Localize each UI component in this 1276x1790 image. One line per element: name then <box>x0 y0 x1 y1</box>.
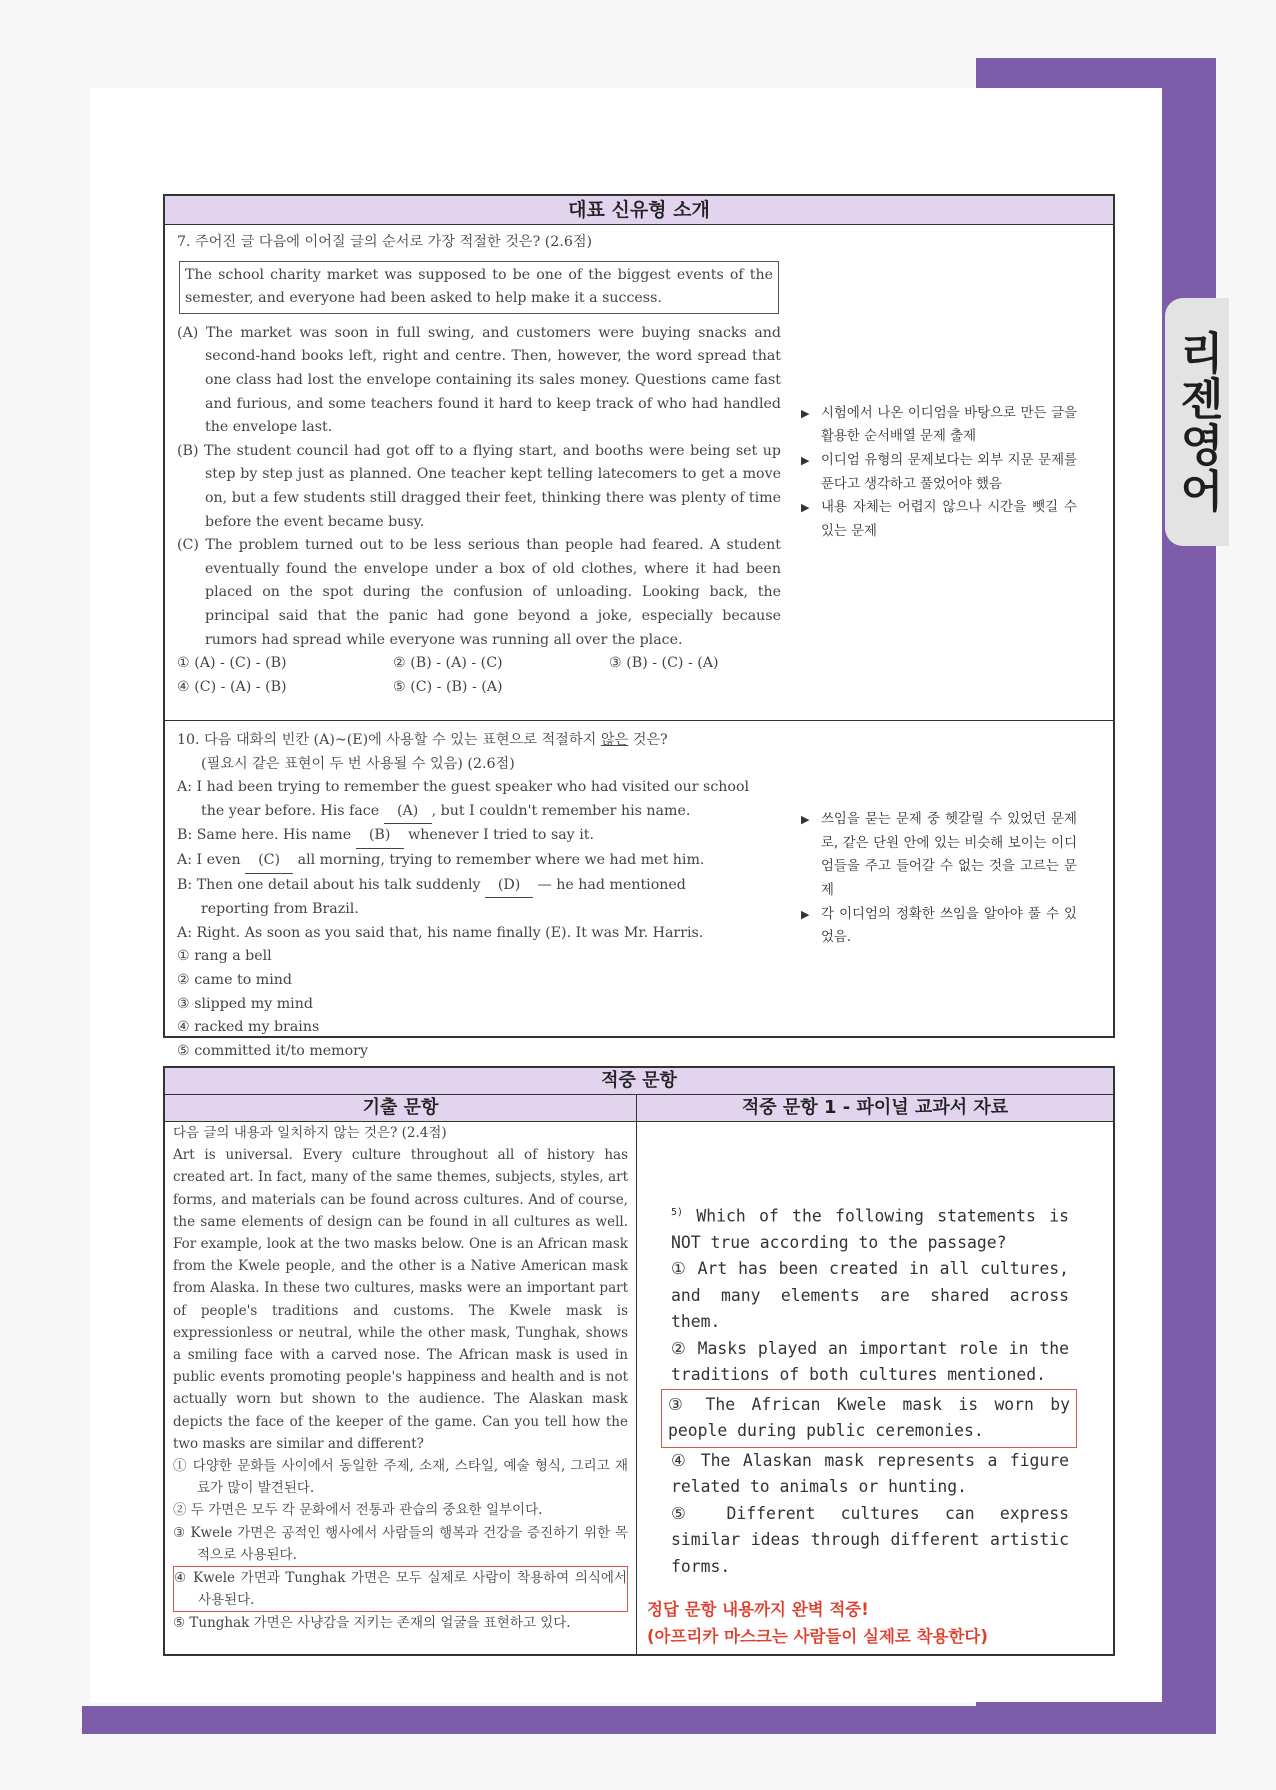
q10-note-2: ▶ 각 이디엄의 정확한 쓰임을 알아야 풀 수 있었음. <box>801 903 1077 950</box>
q10-option-1: ① rang a bell <box>177 948 272 965</box>
q7-note-1: ▶ 시험에서 나온 이디엄을 바탕으로 만든 글을 활용한 순서배열 문제 출제 <box>801 402 1077 449</box>
q10-note-1: ▶ 쓰임을 묻는 문제 중 헷갈릴 수 있었던 문제로, 같은 단원 안에 있는 비슷해 보이는 이디엄들을 주고 들어갈 수 없는 것을 고르는 문제 <box>801 808 1077 902</box>
triangle-bullet-icon: ▶ <box>801 453 810 467</box>
hit-remark-line-2: (아프리카 마스크는 사람들이 실제로 착용한다) <box>647 1627 988 1647</box>
new-type-panel <box>163 194 1115 1059</box>
triangle-bullet-icon: ▶ <box>801 907 810 921</box>
dialogue-line-2: B: Same here. His name (B) whenever I tried to say it. <box>177 824 781 849</box>
q7-paragraph-a: (A) The market was soon in full swing, and customers were buying snacks and second-hand books left, right and centre. Then, however, the word spread that one class had lost the envelope containing its sales money. Questions came fast and furious, and some teachers found it hard to keep track of who had handled the envelope last. <box>177 324 781 436</box>
blank-a: (A) <box>384 800 432 825</box>
q7-notes <box>793 225 1113 720</box>
q10-option-4: ④ racked my brains <box>177 1019 320 1036</box>
panel-title: 적중 문항 <box>165 1068 1113 1095</box>
past-question-stem: 다음 글의 내용과 일치하지 않는 것은? (2.4점) <box>173 1125 447 1141</box>
q7-note-3: ▶ 내용 자체는 어렵지 않으나 시간을 뺏길 수 있는 문제 <box>801 496 1077 543</box>
hit-option-2: ② Masks played an important role in the traditions of both cultures mentioned. <box>671 1338 1069 1385</box>
hit-remark <box>647 1596 1069 1650</box>
dialogue-line-3: A: I even (C) all morning, trying to remember where we had met him. <box>177 849 781 874</box>
hit-question-header: 적중 문항 1 - 파이널 교과서 자료 <box>637 1095 1113 1121</box>
side-tab-label: 리젠영어 <box>1172 330 1223 514</box>
question-7 <box>165 225 793 720</box>
question-7-row <box>165 225 1113 721</box>
comparison-row <box>165 1122 1113 1654</box>
past-option-5: ⑤ Tunghak 가면은 사냥감을 지키는 존재의 얼굴을 표현하고 있다. <box>173 1615 571 1632</box>
q7-option-5: ⑤ (C) - (B) - (A) <box>393 678 503 695</box>
question-10-row <box>165 721 1113 1059</box>
blank-d: (D) <box>485 874 533 899</box>
q7-note-2: ▶ 이디엄 유형의 문제보다는 외부 지문 문제를 푼다고 생각하고 풀었어야 했음 <box>801 449 1077 496</box>
q7-options-row-2 <box>177 676 781 700</box>
side-tab[interactable] <box>1165 298 1229 546</box>
q10-notes <box>793 721 1113 1037</box>
q7-paragraph-c: (C) The problem turned out to be less serious than people had feared. A student eventually found the envelope under a box of old clothes, where it had been placed on the spot during the confusion of unloading. Looking back, the principal said that the panic had gone beyond a joke, especially because rumors had spread while everyone was running all over the place. <box>177 537 781 648</box>
q7-option-4: ④ (C) - (A) - (B) <box>177 678 287 695</box>
panel-title: 대표 신유형 소개 <box>165 196 1113 225</box>
q7-options-row-1 <box>177 652 781 676</box>
q10-stem: 10. 다음 대화의 빈칸 (A)~(E)에 사용할 수 있는 표현으로 적절하지 않은 것은? <box>177 732 668 748</box>
q10-option-5: ⑤ committed it/to memory <box>177 1042 368 1059</box>
q7-paragraph-b: (B) The student council had got off to a flying start, and booths were being set up step by step just as planned. One teacher kept telling latecomers to get a move on, but a few students still dragged their feet, thinking there was plenty of time before the event became busy. <box>177 442 781 530</box>
q7-stem: 7. 주어진 글 다음에 이어질 글의 순서로 가장 적절한 것은? (2.6점) <box>177 234 593 250</box>
hit-question <box>637 1122 1113 1654</box>
dialogue-line-5: A: Right. As soon as you said that, his name finally (E). It was Mr. Harris. <box>177 924 704 941</box>
column-headers <box>165 1095 1113 1122</box>
past-option-1: ① 다양한 문화들 사이에서 동일한 주제, 소재, 스타일, 예술 형식, 그리고 재료가 많이 발견된다. <box>173 1458 628 1497</box>
past-question-passage: Art is universal. Every culture throughout all of history has created art. In fact, many of the same themes, subjects, styles, art forms, and materials can be found across cultures. And of course, the same elements of design can be found in all cultures as well. For example, look at the two masks below. One is an African mask from the Kwele people, and the other is a Native American mask from Alaska. In these two cultures, masks were an important part of people's traditions and customs. The Kwele mask is expressionless or neutral, while the other mask, Tunghak, shows a smiling face with a carved nose. The African mask is used in public events promoting people's happiness and health and is not actually worn but shown to the audience. The Alaskan mask depicts the face of the keeper of the game. Can you tell how the two masks are similar and different? <box>173 1147 628 1452</box>
triangle-bullet-icon: ▶ <box>801 406 810 420</box>
q7-option-2: ② (B) - (A) - (C) <box>393 655 503 672</box>
past-question-header: 기출 문항 <box>165 1095 637 1121</box>
dialogue-line-4: B: Then one detail about his talk suddenly (D) — he had mentioned <box>177 874 781 899</box>
question-10 <box>165 721 793 1059</box>
triangle-bullet-icon: ▶ <box>801 813 810 827</box>
past-option-4-highlighted: ④ Kwele 가면과 Tunghak 가면은 모두 실제로 사람이 착용하여 의식에서 사용된다. <box>173 1566 628 1612</box>
hit-questions-panel <box>163 1066 1115 1656</box>
hit-question-stem: $^{5)}$ Which of the following statements is NOT true according to the passage? <box>671 1206 1069 1252</box>
past-option-2: ② 두 가면은 모두 각 문화에서 전통과 관습의 중요한 일부이다. <box>173 1502 543 1519</box>
dialogue-line-1: A: I had been trying to remember the guest speaker who had visited our school <box>177 779 750 796</box>
dialogue-line-4b: reporting from Brazil. <box>201 901 359 918</box>
q7-given-text: The school charity market was supposed to be one of the biggest events of the semester, and everyone had been asked to help make it a success. <box>179 261 779 314</box>
hit-option-4: ④ The Alaskan mask represents a figure related to animals or hunting. <box>671 1450 1069 1497</box>
q7-option-3: ③ (B) - (C) - (A) <box>609 655 719 672</box>
q10-option-2: ② came to mind <box>177 971 292 988</box>
triangle-bullet-icon: ▶ <box>801 501 810 515</box>
q10-stem-note: (필요시 같은 표현이 두 번 사용될 수 있음) (2.6점) <box>201 755 515 772</box>
purple-bottom-bar <box>82 1706 1216 1734</box>
dialogue-line-1b: the year before. His face (A) , but I couldn't remember his name. <box>177 800 781 825</box>
hit-remark-line-1: 정답 문항 내용까지 완벽 적중! <box>647 1600 869 1620</box>
hit-option-1: ① Art has been created in all cultures, and many elements are shared across them. <box>671 1259 1069 1332</box>
blank-c: (C) <box>245 849 293 874</box>
q10-option-3: ③ slipped my mind <box>177 995 313 1012</box>
past-question <box>165 1122 637 1654</box>
hit-option-5: ⑤ Different cultures can express similar ideas through different artistic forms. <box>671 1503 1069 1576</box>
hit-option-3-highlighted: ③ The African Kwele mask is worn by people during public ceremonies. <box>661 1389 1077 1448</box>
past-option-3: ③ Kwele 가면은 공적인 행사에서 사람들의 행복과 건강을 증진하기 위한 목적으로 사용된다. <box>173 1524 628 1563</box>
q7-option-1: ① (A) - (C) - (B) <box>177 655 287 672</box>
blank-b: (B) <box>356 824 404 849</box>
